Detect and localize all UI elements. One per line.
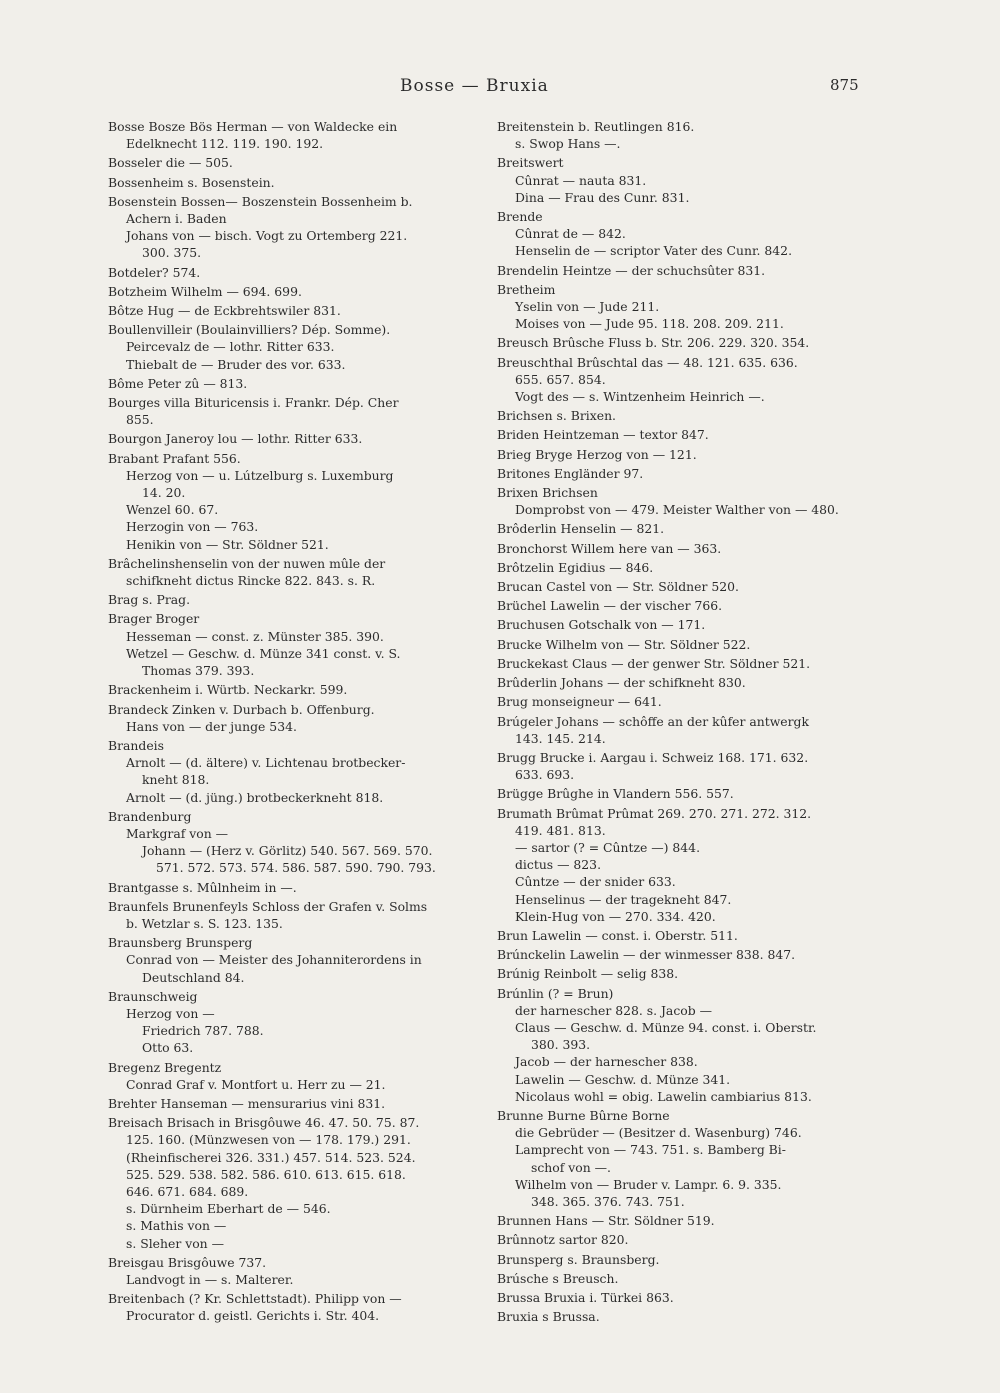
- entry-subline: Henselin de — scriptor Vater des Cunr. 842.: [515, 243, 793, 259]
- entry-subline: 419. 481. 813.: [515, 822, 606, 838]
- entry-subline: 14. 20.: [142, 485, 186, 501]
- entry-headword-line: Brâchelinshenselin von der nuwen mûle der: [108, 555, 386, 571]
- index-entry: [497, 354, 867, 406]
- page-number: 875: [830, 76, 859, 94]
- index-entry: [108, 737, 478, 806]
- entry-subline: Procurator d. geistl. Gerichts i. Str. 404.: [126, 1308, 380, 1324]
- entry-headword-line: Brantgasse s. Mûlnheim in —.: [108, 879, 297, 895]
- entry-headword-line: Brúgeler Johans — schôffe an der kûfer antwergk: [497, 713, 809, 729]
- entry-subline: Nicolaus wohl = obig. Lawelin cambiarius 813.: [515, 1088, 812, 1104]
- index-entry: [497, 208, 867, 260]
- index-entry: [497, 749, 867, 783]
- entry-headword-line: Breuschthal Brûschtal das — 48. 121. 635. 636.: [497, 354, 798, 370]
- entry-headword-line: Brandeck Zinken v. Durbach b. Offenburg.: [108, 701, 375, 717]
- entry-headword-line: Bruxia s Brussa.: [497, 1309, 600, 1325]
- entry-subline: 633. 693.: [515, 767, 575, 783]
- index-entry: [497, 1251, 867, 1268]
- index-entry: [497, 713, 867, 747]
- index-entry: [497, 946, 867, 963]
- entry-headword-line: Brixen Brichsen: [497, 485, 598, 501]
- entry-subline: Conrad Graf v. Montfort u. Herr zu — 21.: [126, 1076, 386, 1092]
- entry-subline: — sartor (? = Cûntze —) 844.: [515, 839, 701, 855]
- entry-subline: s. Dürnheim Eberhart de — 546.: [126, 1201, 331, 1217]
- entry-subline: Hans von — der junge 534.: [126, 718, 297, 734]
- entry-headword-line: Bourgon Janeroy lou — lothr. Ritter 633.: [108, 431, 363, 447]
- entry-headword-line: Bregenz Bregentz: [108, 1059, 222, 1075]
- entry-subline: die Gebrüder — (Besitzer d. Wasenburg) 746.: [515, 1125, 802, 1141]
- entry-headword-line: Brunsperg s. Braunsberg.: [497, 1251, 660, 1267]
- entry-headword-line: Brugg Brucke i. Aargau i. Schweiz 168. 171. 632.: [497, 749, 809, 765]
- entry-subline: 571. 572. 573. 574. 586. 587. 590. 790. 793.: [156, 860, 436, 876]
- entry-subline: kneht 818.: [142, 772, 210, 788]
- index-entry: [497, 446, 867, 463]
- index-entry: [108, 193, 478, 262]
- entry-headword-line: Brügge Brûghe in Vlandern 556. 557.: [497, 786, 734, 802]
- index-entry: [108, 610, 478, 679]
- entry-subline: Thomas 379. 393.: [142, 663, 255, 679]
- entry-subline: Lamprecht von — 743. 751. s. Bamberg Bi-: [515, 1142, 786, 1158]
- index-entry: [108, 174, 478, 191]
- running-head: Bosse — Bruxia: [400, 76, 549, 96]
- entry-subline: s. Mathis von —: [126, 1218, 227, 1234]
- index-entry: [497, 785, 867, 802]
- entry-subline: (Rheinfischerei 326. 331.) 457. 514. 523. 524.: [126, 1149, 416, 1165]
- entry-subline: Herzogin von — 763.: [126, 519, 259, 535]
- entry-headword-line: Brúnckelin Lawelin — der winmesser 838. 847.: [497, 947, 796, 963]
- entry-subline: Lawelin — Geschw. d. Münze 341.: [515, 1071, 731, 1087]
- entry-subline: schifkneht dictus Rincke 822. 843. s. R.: [126, 573, 376, 589]
- index-entry: [497, 1212, 867, 1229]
- index-entry: [497, 262, 867, 279]
- entry-subline: Herzog von — u. Lútzelburg s. Luxemburg: [126, 467, 394, 483]
- index-entry: [497, 540, 867, 557]
- entry-subline: Friedrich 787. 788.: [142, 1023, 264, 1039]
- index-entry: [108, 118, 478, 152]
- index-entry: [497, 655, 867, 672]
- entry-headword-line: Brug monseigneur — 641.: [497, 694, 662, 710]
- index-entry: [108, 1095, 478, 1112]
- index-entry: [497, 559, 867, 576]
- index-entry: [108, 1114, 478, 1252]
- entry-headword-line: Brandeis: [108, 737, 164, 753]
- entry-subline: Markgraf von —: [126, 825, 229, 841]
- entry-subline: 655. 657. 854.: [515, 371, 606, 387]
- index-entry: [497, 805, 867, 925]
- entry-headword-line: Breitenstein b. Reutlingen 816.: [497, 119, 695, 134]
- entry-headword-line: Brag s. Prag.: [108, 592, 191, 608]
- entry-headword-line: Brendelin Heintze — der schuchsûter 831.: [497, 262, 766, 278]
- entry-headword-line: Brandenburg: [108, 808, 192, 824]
- entry-subline: 348. 365. 376. 743. 751.: [531, 1193, 685, 1209]
- index-entry: [497, 1231, 867, 1248]
- entry-subline: Cûntze — der snider 633.: [515, 874, 676, 890]
- entry-headword-line: Brucan Castel von — Str. Söldner 520.: [497, 579, 739, 595]
- entry-subline: Wilhelm von — Bruder v. Lampr. 6. 9. 335.: [515, 1176, 782, 1192]
- entry-subline: s. Swop Hans —.: [515, 136, 621, 152]
- index-entry: [497, 597, 867, 614]
- index-entry: [497, 484, 867, 518]
- index-entry: [497, 281, 867, 333]
- index-entry: [497, 616, 867, 633]
- entry-subline: 855.: [126, 412, 154, 428]
- entry-headword-line: Bosenstein Bossen— Boszenstein Bossenheim b.: [108, 193, 413, 209]
- entry-headword-line: Brunne Burne Bûrne Borne: [497, 1107, 670, 1123]
- index-entry: [108, 1059, 478, 1093]
- index-entry: [108, 321, 478, 373]
- entry-headword-line: Brackenheim i. Würtb. Neckarkr. 599.: [108, 682, 348, 698]
- index-entry: [497, 1308, 867, 1325]
- entry-headword-line: Braunschweig: [108, 988, 198, 1004]
- entry-headword-line: Bourges villa Bituricensis i. Frankr. Dép. Cher: [108, 395, 399, 411]
- entry-subline: Domprobst von — 479. Meister Walther von — 480.: [515, 502, 839, 518]
- entry-subline: Wenzel 60. 67.: [126, 502, 219, 518]
- entry-headword-line: Bosse Bosze Bös Herman — von Waldecke ein: [108, 119, 398, 134]
- entry-headword-line: Botzheim Wilhelm — 694. 699.: [108, 283, 302, 299]
- entry-headword-line: Brüchel Lawelin — der vischer 766.: [497, 598, 723, 614]
- entry-headword-line: Bretheim: [497, 281, 556, 297]
- index-entry: [497, 636, 867, 653]
- index-entry: [108, 879, 478, 896]
- index-entry: [497, 965, 867, 982]
- entry-headword-line: Brehter Hanseman — mensurarius vini 831.: [108, 1095, 386, 1111]
- index-entry: [108, 264, 478, 281]
- entry-subline: 380. 393.: [531, 1037, 591, 1053]
- index-entry: [108, 988, 478, 1057]
- entry-subline: 300. 375.: [142, 245, 202, 261]
- index-entry: [108, 154, 478, 171]
- entry-headword-line: Braunfels Brunenfeyls Schloss der Grafen v. Solms: [108, 898, 428, 914]
- entry-subline: Jacob — der harnescher 838.: [515, 1054, 698, 1070]
- entry-headword-line: Brúsche s Breusch.: [497, 1270, 619, 1286]
- entry-subline: Johann — (Herz v. Görlitz) 540. 567. 569. 570.: [142, 843, 433, 859]
- entry-subline: Vogt des — s. Wintzenheim Heinrich —.: [515, 389, 765, 405]
- index-entry: [108, 450, 478, 553]
- entry-subline: Henikin von — Str. Söldner 521.: [126, 536, 329, 552]
- entry-subline: der harnescher 828. s. Jacob —: [515, 1002, 712, 1018]
- entry-headword-line: Bôme Peter zû — 813.: [108, 375, 248, 391]
- entry-headword-line: Brabant Prafant 556.: [108, 450, 241, 466]
- entry-subline: Landvogt in — s. Malterer.: [126, 1272, 294, 1287]
- index-entry: [497, 118, 867, 152]
- index-entry: [108, 808, 478, 877]
- entry-subline: Otto 63.: [142, 1040, 194, 1056]
- entry-subline: schof von —.: [531, 1159, 611, 1175]
- entry-subline: 125. 160. (Münzwesen von — 178. 179.) 291.: [126, 1132, 411, 1148]
- entry-subline: Edelknecht 112. 119. 190. 192.: [126, 136, 324, 152]
- index-entry: [497, 407, 867, 424]
- index-entry: [497, 1107, 867, 1210]
- entry-subline: Hesseman — const. z. Münster 385. 390.: [126, 628, 384, 644]
- entry-subline: Klein-Hug von — 270. 334. 420.: [515, 908, 716, 924]
- entry-subline: 525. 529. 538. 582. 586. 610. 613. 615. 618.: [126, 1166, 406, 1182]
- index-entry: [497, 1289, 867, 1306]
- entry-subline: 143. 145. 214.: [515, 730, 606, 746]
- entry-subline: Moises von — Jude 95. 118. 208. 209. 211.: [515, 316, 784, 332]
- index-entry: [108, 394, 478, 428]
- entry-headword-line: Boullenvilleir (Boulainvilliers? Dép. Somme).: [108, 322, 391, 338]
- index-entry: [108, 1254, 478, 1288]
- entry-headword-line: Bruchusen Gotschalk von — 171.: [497, 617, 706, 633]
- entry-headword-line: Bosseler die — 505.: [108, 155, 233, 171]
- entry-headword-line: Britones Engländer 97.: [497, 465, 644, 481]
- index-entry: [497, 985, 867, 1105]
- entry-headword-line: Bossenheim s. Bosenstein.: [108, 174, 275, 190]
- entry-headword-line: Brieg Bryge Herzog von — 121.: [497, 446, 697, 462]
- entry-headword-line: Brunnen Hans — Str. Söldner 519.: [497, 1213, 715, 1229]
- entry-headword-line: Brager Broger: [108, 611, 200, 627]
- index-entry: [108, 283, 478, 300]
- entry-subline: dictus — 823.: [515, 857, 602, 873]
- index-entry: [497, 693, 867, 710]
- entry-subline: Peircevalz de — lothr. Ritter 633.: [126, 339, 335, 355]
- index-entry: [108, 934, 478, 986]
- index-entry: [497, 674, 867, 691]
- entry-headword-line: Bruckekast Claus — der genwer Str. Söldner 521.: [497, 655, 811, 671]
- entry-headword-line: Brôderlin Henselin — 821.: [497, 521, 665, 537]
- entry-subline: Cûnrat — nauta 831.: [515, 172, 647, 188]
- entry-headword-line: Brun Lawelin — const. i. Oberstr. 511.: [497, 927, 738, 943]
- index-entry: [108, 701, 478, 735]
- index-entry: [108, 375, 478, 392]
- index-entry: [497, 426, 867, 443]
- entry-headword-line: Brûderlin Johans — der schifkneht 830.: [497, 675, 746, 691]
- index-entry: [108, 1290, 478, 1324]
- entry-headword-line: Brucke Wilhelm von — Str. Söldner 522.: [497, 636, 751, 652]
- index-entry: [497, 520, 867, 537]
- entry-subline: Deutschland 84.: [142, 969, 245, 985]
- index-entry: [497, 578, 867, 595]
- left-column: [108, 118, 478, 1327]
- index-entry: [497, 1270, 867, 1287]
- entry-headword-line: Brichsen s. Brixen.: [497, 408, 616, 424]
- index-entry: [108, 302, 478, 319]
- entry-headword-line: Briden Heintzeman — textor 847.: [497, 427, 709, 443]
- index-entry: [497, 927, 867, 944]
- entry-subline: Cûnrat de — 842.: [515, 226, 626, 242]
- entry-headword-line: Bôtze Hug — de Eckbrehtswiler 831.: [108, 303, 341, 319]
- index-entry: [108, 681, 478, 698]
- index-entry: [497, 465, 867, 482]
- entry-subline: Arnolt — (d. ältere) v. Lichtenau brotbecker-: [126, 755, 406, 771]
- index-entry: [108, 591, 478, 608]
- entry-headword-line: Breisach Brisach in Brisgôuwe 46. 47. 50. 75. 87.: [108, 1115, 420, 1131]
- entry-subline: Henselinus — der tragekneht 847.: [515, 891, 732, 907]
- entry-headword-line: Brussa Bruxia i. Türkei 863.: [497, 1290, 674, 1305]
- entry-headword-line: Breusch Brûsche Fluss b. Str. 206. 229. 320. 354.: [497, 335, 810, 351]
- entry-headword-line: Brúnig Reinbolt — selig 838.: [497, 966, 679, 982]
- index-entry: [497, 334, 867, 351]
- entry-subline: b. Wetzlar s. S. 123. 135.: [126, 915, 283, 931]
- entry-subline: Dina — Frau des Cunr. 831.: [515, 189, 690, 205]
- entry-headword-line: Brôtzelin Egidius — 846.: [497, 559, 654, 575]
- entry-headword-line: Brumath Brûmat Prûmat 269. 270. 271. 272. 312.: [497, 805, 812, 821]
- entry-subline: Achern i. Baden: [126, 211, 227, 227]
- entry-subline: Thiebalt de — Bruder des vor. 633.: [126, 356, 346, 372]
- entry-subline: 646. 671. 684. 689.: [126, 1183, 249, 1199]
- entry-headword-line: Brúnlin (? = Brun): [497, 985, 614, 1001]
- entry-subline: Conrad von — Meister des Johanniterordens in: [126, 952, 422, 968]
- entry-subline: s. Sleher von —: [126, 1235, 224, 1251]
- index-entry: [108, 898, 478, 932]
- entry-headword-line: Bronchorst Willem here van — 363.: [497, 540, 722, 556]
- entry-headword-line: Breisgau Brisgôuwe 737.: [108, 1254, 267, 1270]
- entry-subline: Claus — Geschw. d. Münze 94. const. i. Oberstr.: [515, 1019, 817, 1035]
- entry-subline: Johans von — bisch. Vogt zu Ortemberg 221.: [126, 228, 408, 244]
- entry-headword-line: Braunsberg Brunsperg: [108, 935, 253, 951]
- entry-headword-line: Breitswert: [497, 155, 564, 171]
- entry-subline: Wetzel — Geschw. d. Münze 341 const. v. S.: [126, 645, 401, 661]
- right-column: [497, 118, 867, 1327]
- entry-subline: Herzog von —: [126, 1005, 215, 1021]
- entry-headword-line: Brende: [497, 209, 543, 225]
- index-entry: [497, 154, 867, 206]
- entry-subline: Arnolt — (d. jüng.) brotbeckerkneht 818.: [126, 789, 384, 805]
- entry-headword-line: Botdeler? 574.: [108, 264, 201, 280]
- entry-subline: Yselin von — Jude 211.: [515, 299, 660, 315]
- entry-headword-line: Brûnnotz sartor 820.: [497, 1232, 629, 1248]
- entry-headword-line: Breitenbach (? Kr. Schlettstadt). Philipp von —: [108, 1291, 402, 1307]
- index-entry: [108, 555, 478, 589]
- index-entry: [108, 430, 478, 447]
